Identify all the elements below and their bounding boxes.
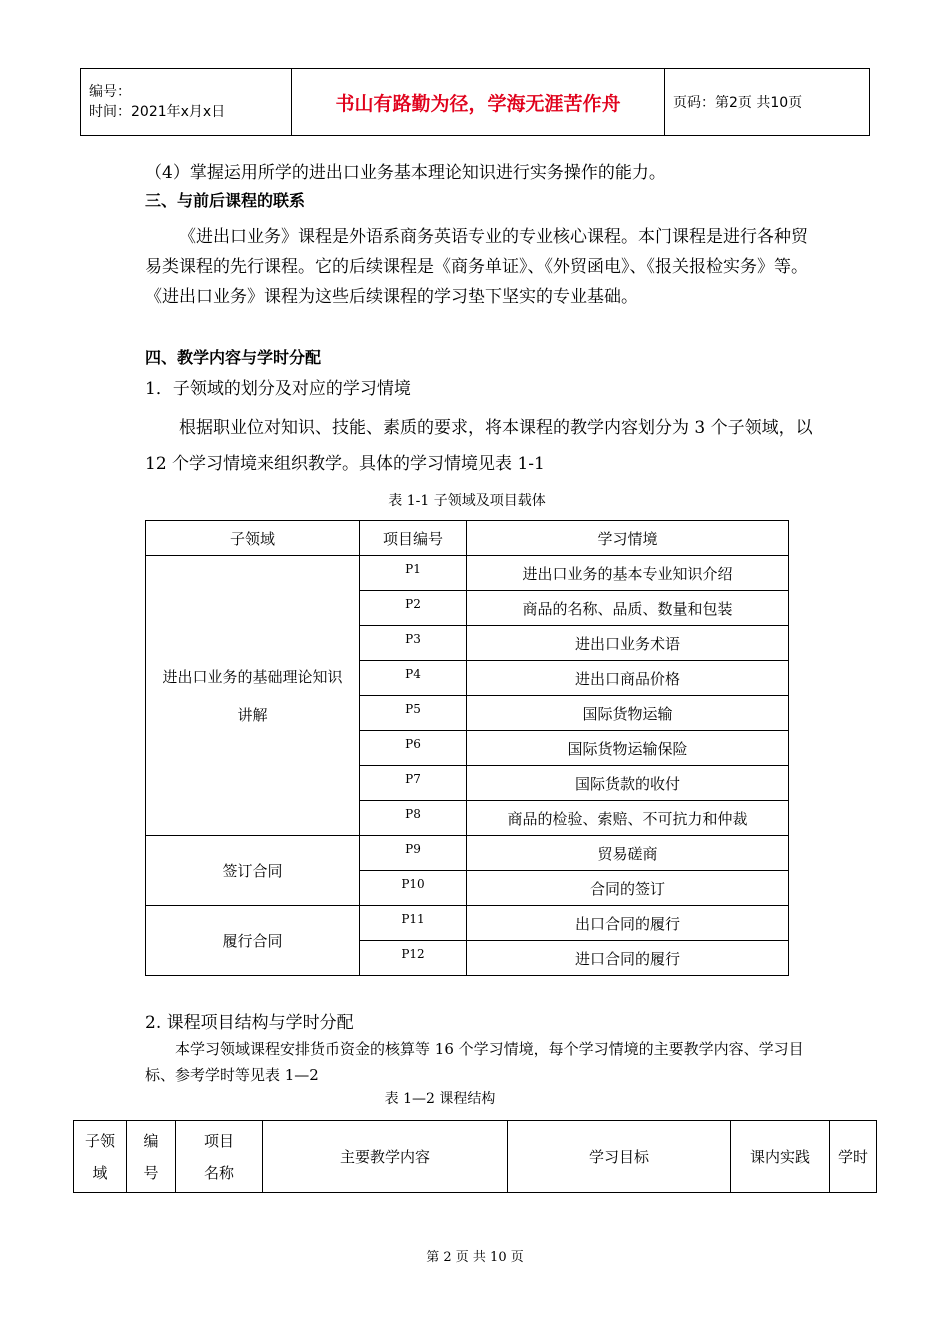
section4-sub2: 2. 课程项目结构与学时分配 [145, 1013, 354, 1033]
page-footer: 第 2 页 共 10 页 [426, 1250, 524, 1265]
domain-label: 进出口业务的基础理论知识讲解 [162, 667, 343, 724]
code-cell: P12 [360, 941, 467, 976]
topic-cell: 国际货物运输 [467, 696, 789, 731]
section4-heading: 四、教学内容与学时分配 [145, 348, 322, 367]
code-cell: P4 [360, 661, 467, 696]
topic-cell: 进出口业务的基本专业知识介绍 [467, 556, 789, 591]
table2-caption: 表 1—2 课程结构 [384, 1091, 496, 1107]
header-motto: 书山有路勤为径，学海无涯苦作舟 [292, 69, 665, 136]
topic-cell: 进出口业务术语 [467, 626, 789, 661]
domain-cell: 签订合同 [146, 836, 360, 906]
domain-cell: 履行合同 [146, 906, 360, 976]
code-cell: P9 [360, 836, 467, 871]
domain-cell [146, 556, 360, 836]
code-cell: P1 [360, 556, 467, 591]
code-cell: P10 [360, 871, 467, 906]
table-header-cell: 学习情境 [467, 521, 789, 556]
topic-cell: 合同的签订 [467, 871, 789, 906]
code-cell: P5 [360, 696, 467, 731]
section3-heading: 三、与前后课程的联系 [145, 191, 306, 210]
course-structure-table [73, 1120, 877, 1193]
table1-caption: 表 1-1 子领域及项目载体 [388, 493, 546, 509]
table-header-row [74, 1121, 877, 1193]
header-project-name: 项目名称 [203, 1131, 234, 1182]
table-header-cell: 子领域 [146, 521, 360, 556]
table-row [146, 906, 789, 941]
table-header-cell: 学时 [830, 1121, 877, 1193]
section4-sub1-body: 根据职业位对知识、技能、素质的要求，将本课程的教学内容划分为 3 个子领域，以 12 个学习情境来组织教学。具体的学习情境见表 1-1 [145, 418, 813, 474]
code-cell: P2 [360, 591, 467, 626]
topic-cell: 商品的检验、索赔、不可抗力和仲裁 [467, 801, 789, 836]
table-header-cell: 项目编号 [360, 521, 467, 556]
subdomain-table [145, 520, 789, 976]
header-date: 时间：2021年x月x日 [89, 104, 226, 120]
code-cell: P7 [360, 766, 467, 801]
section4-sub2-body: 本学习领域课程安排货币资金的核算等 16 个学习情境，每个学习情境的主要教学内容、学习目标、参考学时等见表 1—2 [145, 1040, 804, 1084]
section3-body: 《进出口业务》课程是外语系商务英语专业的专业核心课程。本门课程是进行各种贸易类课程的先行课程。它的后续课程是《商务单证》、《外贸函电》、《报关报检实务》等。《进出口业务》课程为这些后续课程的学习垫下坚实的专业基础。 [145, 227, 808, 307]
topic-cell: 进口合同的履行 [467, 941, 789, 976]
topic-cell: 国际货物运输保险 [467, 731, 789, 766]
code-cell: P3 [360, 626, 467, 661]
code-cell: P11 [360, 906, 467, 941]
topic-cell: 国际货款的收付 [467, 766, 789, 801]
table-header-cell: 主要教学内容 [263, 1121, 508, 1193]
section4-sub1: 1．子领域的划分及对应的学习情境 [145, 379, 411, 399]
header-meta [81, 69, 292, 136]
code-cell: P6 [360, 731, 467, 766]
header-number: 编号 [143, 1131, 159, 1182]
header-page: 页码：第2页 共10页 [665, 69, 870, 136]
topic-cell: 商品的名称、品质、数量和包装 [467, 591, 789, 626]
table-header-cell: 课内实践 [731, 1121, 830, 1193]
header-number: 编号： [89, 84, 131, 100]
topic-cell: 贸易磋商 [467, 836, 789, 871]
topic-cell: 进出口商品价格 [467, 661, 789, 696]
table-header-cell [127, 1121, 176, 1193]
table-header-cell [176, 1121, 263, 1193]
table-header-cell: 学习目标 [508, 1121, 731, 1193]
code-cell: P8 [360, 801, 467, 836]
intro-item: （4）掌握运用所学的进出口业务基本理论知识进行实务操作的能力。 [145, 163, 666, 183]
table-header-cell [74, 1121, 127, 1193]
page-header [80, 68, 870, 136]
topic-cell: 出口合同的履行 [467, 906, 789, 941]
table-row [146, 836, 789, 871]
table-row [146, 556, 789, 591]
table-header-row [146, 521, 789, 556]
header-subdomain: 子领域 [84, 1131, 115, 1182]
